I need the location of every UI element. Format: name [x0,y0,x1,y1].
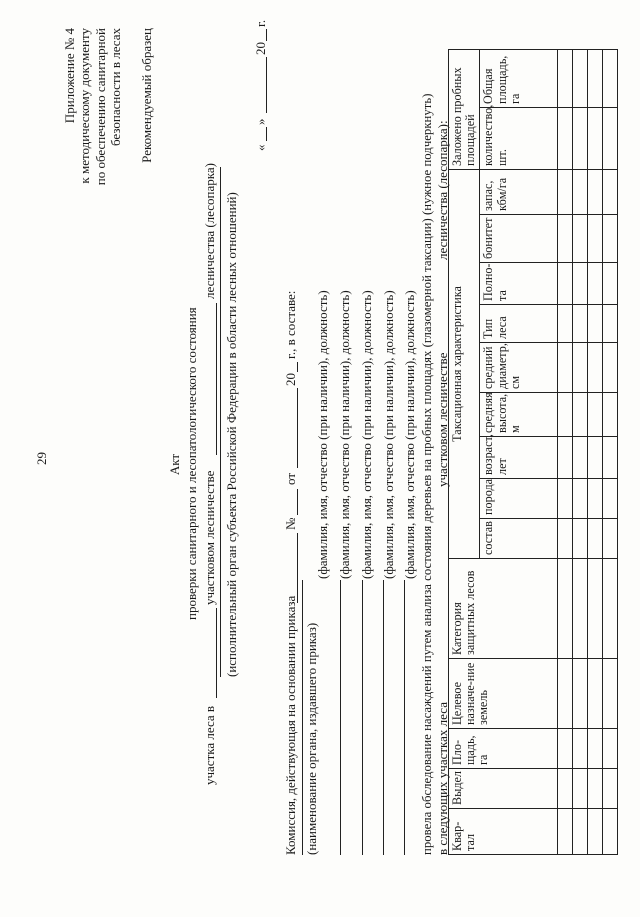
member-caption: (фамилия, имя, отчество (при наличии), должность) [381,290,396,579]
fill-line [302,580,303,855]
appendix-number: Приложение № 4 [62,28,77,124]
survey-district-label: участковом лесничестве [435,352,450,487]
header-zapas: запас, кбм/га [480,169,558,214]
act-title: Акт [167,453,182,476]
table-cell [558,729,573,769]
member-line [383,580,384,855]
table-cell [588,729,603,769]
table-cell [558,215,573,263]
table-cell [588,809,603,855]
survey-description: провела обследование насаждений путем анализа состояния деревьев на пробных площадях (глазомерной таксации) (нужное подчеркнуть) [420,93,434,855]
table-cell [573,393,588,437]
appendix-reference-line: к методическому документу [77,28,93,184]
appendix-block [62,28,123,288]
table-cell [603,769,618,809]
commission-intro: Комиссия, действующая на основании приказа [283,595,298,855]
table-cell [573,769,588,809]
table-cell [558,769,573,809]
table-cell [588,343,603,393]
table-cell [573,729,588,769]
act-line-start: участка леса в [202,705,217,785]
header-kvartal: Квар-тал [449,809,558,855]
table-cell [558,559,573,659]
order-from-label: от [283,472,298,485]
page-number: 29 [34,452,49,465]
table-cell [588,107,603,169]
table-cell [588,169,603,214]
fill-line [220,167,221,677]
table-row [603,49,618,854]
table-cell [558,169,573,214]
date-close-quote: » [253,118,268,125]
date-month-line [266,57,267,113]
table-cell [558,659,573,729]
appendix-reference-line: безопасности в лесах [107,28,123,147]
member-caption: (фамилия, имя, отчество (при наличии), должность) [359,290,374,579]
table-cell [588,519,603,559]
table-cell [588,393,603,437]
table-cell [603,263,618,305]
table-cell [573,479,588,519]
act-line-end: лесничества (лесопарка) [202,163,217,299]
recommended-sample-label: Рекомендуемый образец [139,28,154,163]
table-cell [603,437,618,479]
table-row [573,49,588,854]
table-cell [558,305,573,343]
table-cell [573,107,588,169]
header-vydel: Выдел [449,769,558,809]
table-cell [573,437,588,479]
table-cell [573,263,588,305]
table-cell [603,559,618,659]
member-caption: (фамилия, имя, отчество (при наличии), должность) [315,290,330,579]
date-year-prefix: 20 [253,42,268,55]
table-cell [558,393,573,437]
executive-body-caption: (исполнительный орган субъекта Российской Федерации в области лесных отношений) [224,192,239,677]
header-polnota: Полно-та [480,263,558,305]
appendix-reference-line: по обеспечению санитарной [92,28,108,186]
table-cell [558,437,573,479]
issuer-caption: (наименование органа, издавшего приказ) [304,622,319,855]
table-cell [573,169,588,214]
table-cell [588,479,603,519]
header-tip-lesa: Тип леса [480,305,558,343]
table-cell [588,437,603,479]
table-cell [603,659,618,729]
header-kolichestvo: количество, шт. [480,107,558,169]
member-line [362,580,363,855]
table-cell [573,659,588,729]
table-cell [603,393,618,437]
table-cell [603,49,618,107]
act-subtitle: проверки санитарного и лесопатологического состояния [184,307,199,620]
order-number-sign: № [283,517,298,530]
table-cell [603,519,618,559]
header-diametr: средний диаметр, см [480,343,558,393]
table-cell [573,305,588,343]
header-tselevoe: Целевое назначе-ние земель [449,659,558,729]
table-cell [588,659,603,729]
table-cell [588,559,603,659]
table-cell [558,479,573,519]
survey-forestry-label: лесничества (лесопарка): [435,120,450,260]
table-cell [588,49,603,107]
fill-line [297,362,298,372]
table-cell [558,343,573,393]
header-poroda: порода [480,479,558,519]
order-year-prefix: 20 [283,373,298,386]
header-sostav: состав [480,519,558,559]
table-header-row [449,49,480,854]
table-row [558,49,573,854]
fill-line [216,303,217,455]
table-cell [573,49,588,107]
table-cell [588,263,603,305]
fill-line [297,388,298,468]
fill-line [297,489,298,515]
table-cell [558,809,573,855]
header-vysota: средняя высота, м [480,393,558,437]
table-cell [558,519,573,559]
table-cell [603,809,618,855]
member-line [404,580,405,855]
header-zalozheno-group: Заложено пробных площадей [449,49,480,169]
fill-line [216,608,217,698]
date-year-line [266,29,267,41]
date-year-suffix: г. [253,19,268,27]
table-cell [603,729,618,769]
date-open-quote: « [253,144,268,151]
table-cell [603,479,618,519]
date-day-line [266,127,267,141]
member-caption: (фамилия, имя, отчество (при наличии), должность) [337,290,352,579]
table-cell [603,107,618,169]
table-cell [573,215,588,263]
table-cell [558,107,573,169]
table-row [588,49,603,854]
table-cell [573,519,588,559]
header-obshchaya: Общая площадь, га [480,49,558,107]
header-ploshchad: Пло-щадь, га [449,729,558,769]
header-taxation-group: Таксационная характеристика [449,169,480,558]
table-cell [603,305,618,343]
table-cell [573,559,588,659]
header-vozrast: возраст, лет [480,437,558,479]
member-caption: (фамилия, имя, отчество (при наличии), должность) [402,290,417,579]
header-bonitet: бонитет [480,215,558,263]
table-cell [558,49,573,107]
table-cell [603,343,618,393]
table-cell [573,343,588,393]
table-cell [588,215,603,263]
member-line [340,580,341,855]
header-kategoriya: Категория защитных лесов [449,559,558,659]
table-cell [558,263,573,305]
table-cell [588,305,603,343]
table-cell [603,169,618,214]
fill-line [297,533,298,603]
table-cell [603,215,618,263]
act-line-middle: участковом лесничестве [202,470,217,605]
table-cell [588,769,603,809]
commission-composition: г., в составе: [283,290,298,359]
table-cell [573,809,588,855]
survey-areas-label: в следующих участках леса [435,702,450,855]
taxation-table [448,49,618,855]
